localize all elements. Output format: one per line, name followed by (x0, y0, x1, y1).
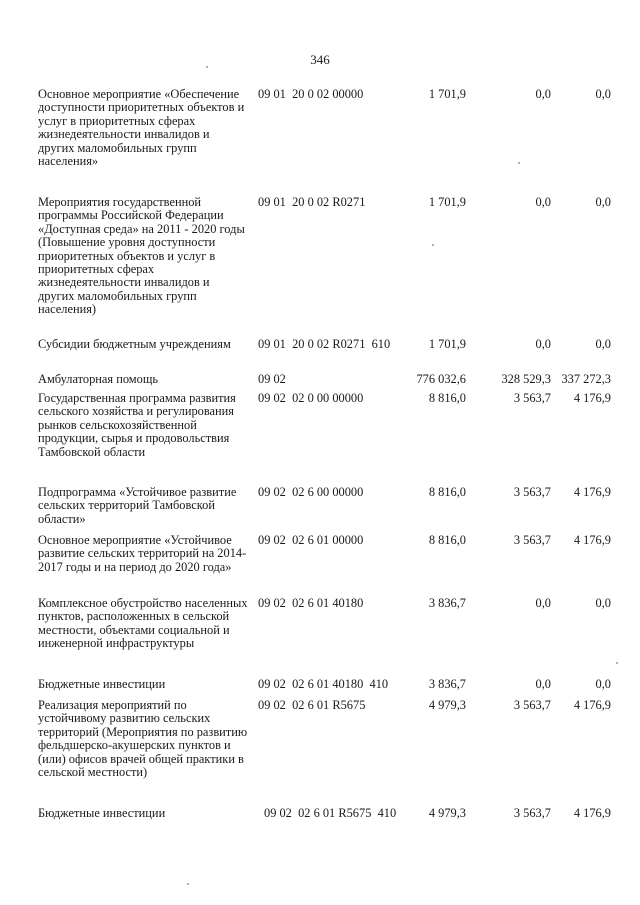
row-code: 09 02 02 0 00 00000 (258, 391, 364, 405)
row-name: Реализация мероприятий по устойчивому развитию сельских территорий (Мероприятия по развитию фельдшерско-акушерских пунктов и (или) офисов врачей общей практики в сельской местности) (38, 698, 248, 780)
row-value-2: 0,0 (535, 87, 551, 101)
row-value-3: 0,0 (595, 337, 611, 351)
page-number: 346 (310, 52, 330, 67)
row-name: Субсидии бюджетным учреждениям (38, 337, 231, 351)
row-name: Подпрограмма «Устойчивое развитие сельских территорий Тамбовской области» (38, 485, 237, 526)
row-value-2: 3 563,7 (513, 485, 551, 499)
scan-speck (206, 66, 208, 68)
row-value-1: 3 836,7 (428, 677, 466, 691)
row-name: Бюджетные инвестиции (38, 677, 166, 691)
row-value-1: 4 979,3 (428, 806, 466, 820)
row-name: Бюджетные инвестиции (38, 806, 166, 820)
row-value-3: 0,0 (595, 596, 611, 610)
row-value-3: 4 176,9 (573, 533, 611, 547)
row-value-1: 1 701,9 (428, 195, 466, 209)
row-value-1: 776 032,6 (416, 372, 466, 386)
row-value-1: 3 836,7 (428, 596, 466, 610)
row-value-2: 328 529,3 (501, 372, 551, 386)
row-code: 09 02 (258, 372, 286, 386)
row-value-2: 0,0 (535, 677, 551, 691)
row-value-2: 3 563,7 (513, 806, 551, 820)
row-value-2: 3 563,7 (513, 533, 551, 547)
row-name: Основное мероприятие «Обеспечение доступности приоритетных объектов и услуг в приоритетных сферах жизнедеятельности инвалидов и других маломобильных групп населения» (38, 87, 245, 169)
row-name: Комплексное обустройство населенных пунктов, расположенных в сельской местности, объектами социальной и инженерной инфраструктуры (38, 596, 248, 651)
scan-speck (518, 162, 520, 164)
row-value-3: 337 272,3 (561, 372, 611, 386)
row-value-1: 8 816,0 (428, 533, 466, 547)
row-code: 09 01 20 0 02 R0271 (258, 195, 366, 209)
scan-speck (616, 662, 618, 664)
row-value-3: 4 176,9 (573, 391, 611, 405)
row-code: 09 02 02 6 01 00000 (258, 533, 364, 547)
row-value-1: 8 816,0 (428, 485, 466, 499)
row-code: 09 02 02 6 01 R5675 410 (264, 806, 397, 820)
row-value-2: 3 563,7 (513, 698, 551, 712)
row-name: Мероприятия государственной программы Российской Федерации «Доступная среда» на 2011 - 2020 годы (Повышение уровня доступности приоритетных объектов и услуг в приоритетных сферах жизнедеятельности инвалидов и других маломобильных групп населения) (38, 195, 245, 317)
scan-speck (187, 883, 189, 885)
row-value-1: 1 701,9 (428, 337, 466, 351)
row-code: 09 02 02 6 01 R5675 (258, 698, 366, 712)
row-value-3: 0,0 (595, 677, 611, 691)
row-value-3: 0,0 (595, 87, 611, 101)
row-name: Государственная программа развития сельского хозяйства и регулирования рынков сельскохозяйственной продукции, сырья и продовольствия Тамбовской области (38, 391, 236, 459)
row-value-2: 0,0 (535, 195, 551, 209)
row-code: 09 01 20 0 02 00000 (258, 87, 364, 101)
row-value-3: 4 176,9 (573, 698, 611, 712)
row-code: 09 02 02 6 00 00000 (258, 485, 364, 499)
row-value-1: 4 979,3 (428, 698, 466, 712)
row-value-1: 8 816,0 (428, 391, 466, 405)
scan-speck (432, 244, 434, 246)
row-name: Амбулаторная помощь (38, 372, 159, 386)
row-value-1: 1 701,9 (428, 87, 466, 101)
row-code: 09 02 02 6 01 40180 (258, 596, 364, 610)
row-value-3: 4 176,9 (573, 485, 611, 499)
row-value-3: 4 176,9 (573, 806, 611, 820)
row-value-3: 0,0 (595, 195, 611, 209)
row-value-2: 0,0 (535, 337, 551, 351)
row-value-2: 3 563,7 (513, 391, 551, 405)
row-code: 09 01 20 0 02 R0271 610 (258, 337, 391, 351)
row-code: 09 02 02 6 01 40180 410 (258, 677, 389, 691)
row-name: Основное мероприятие «Устойчивое развитие сельских территорий на 2014-2017 годы и на период до 2020 года» (38, 533, 247, 574)
row-value-2: 0,0 (535, 596, 551, 610)
